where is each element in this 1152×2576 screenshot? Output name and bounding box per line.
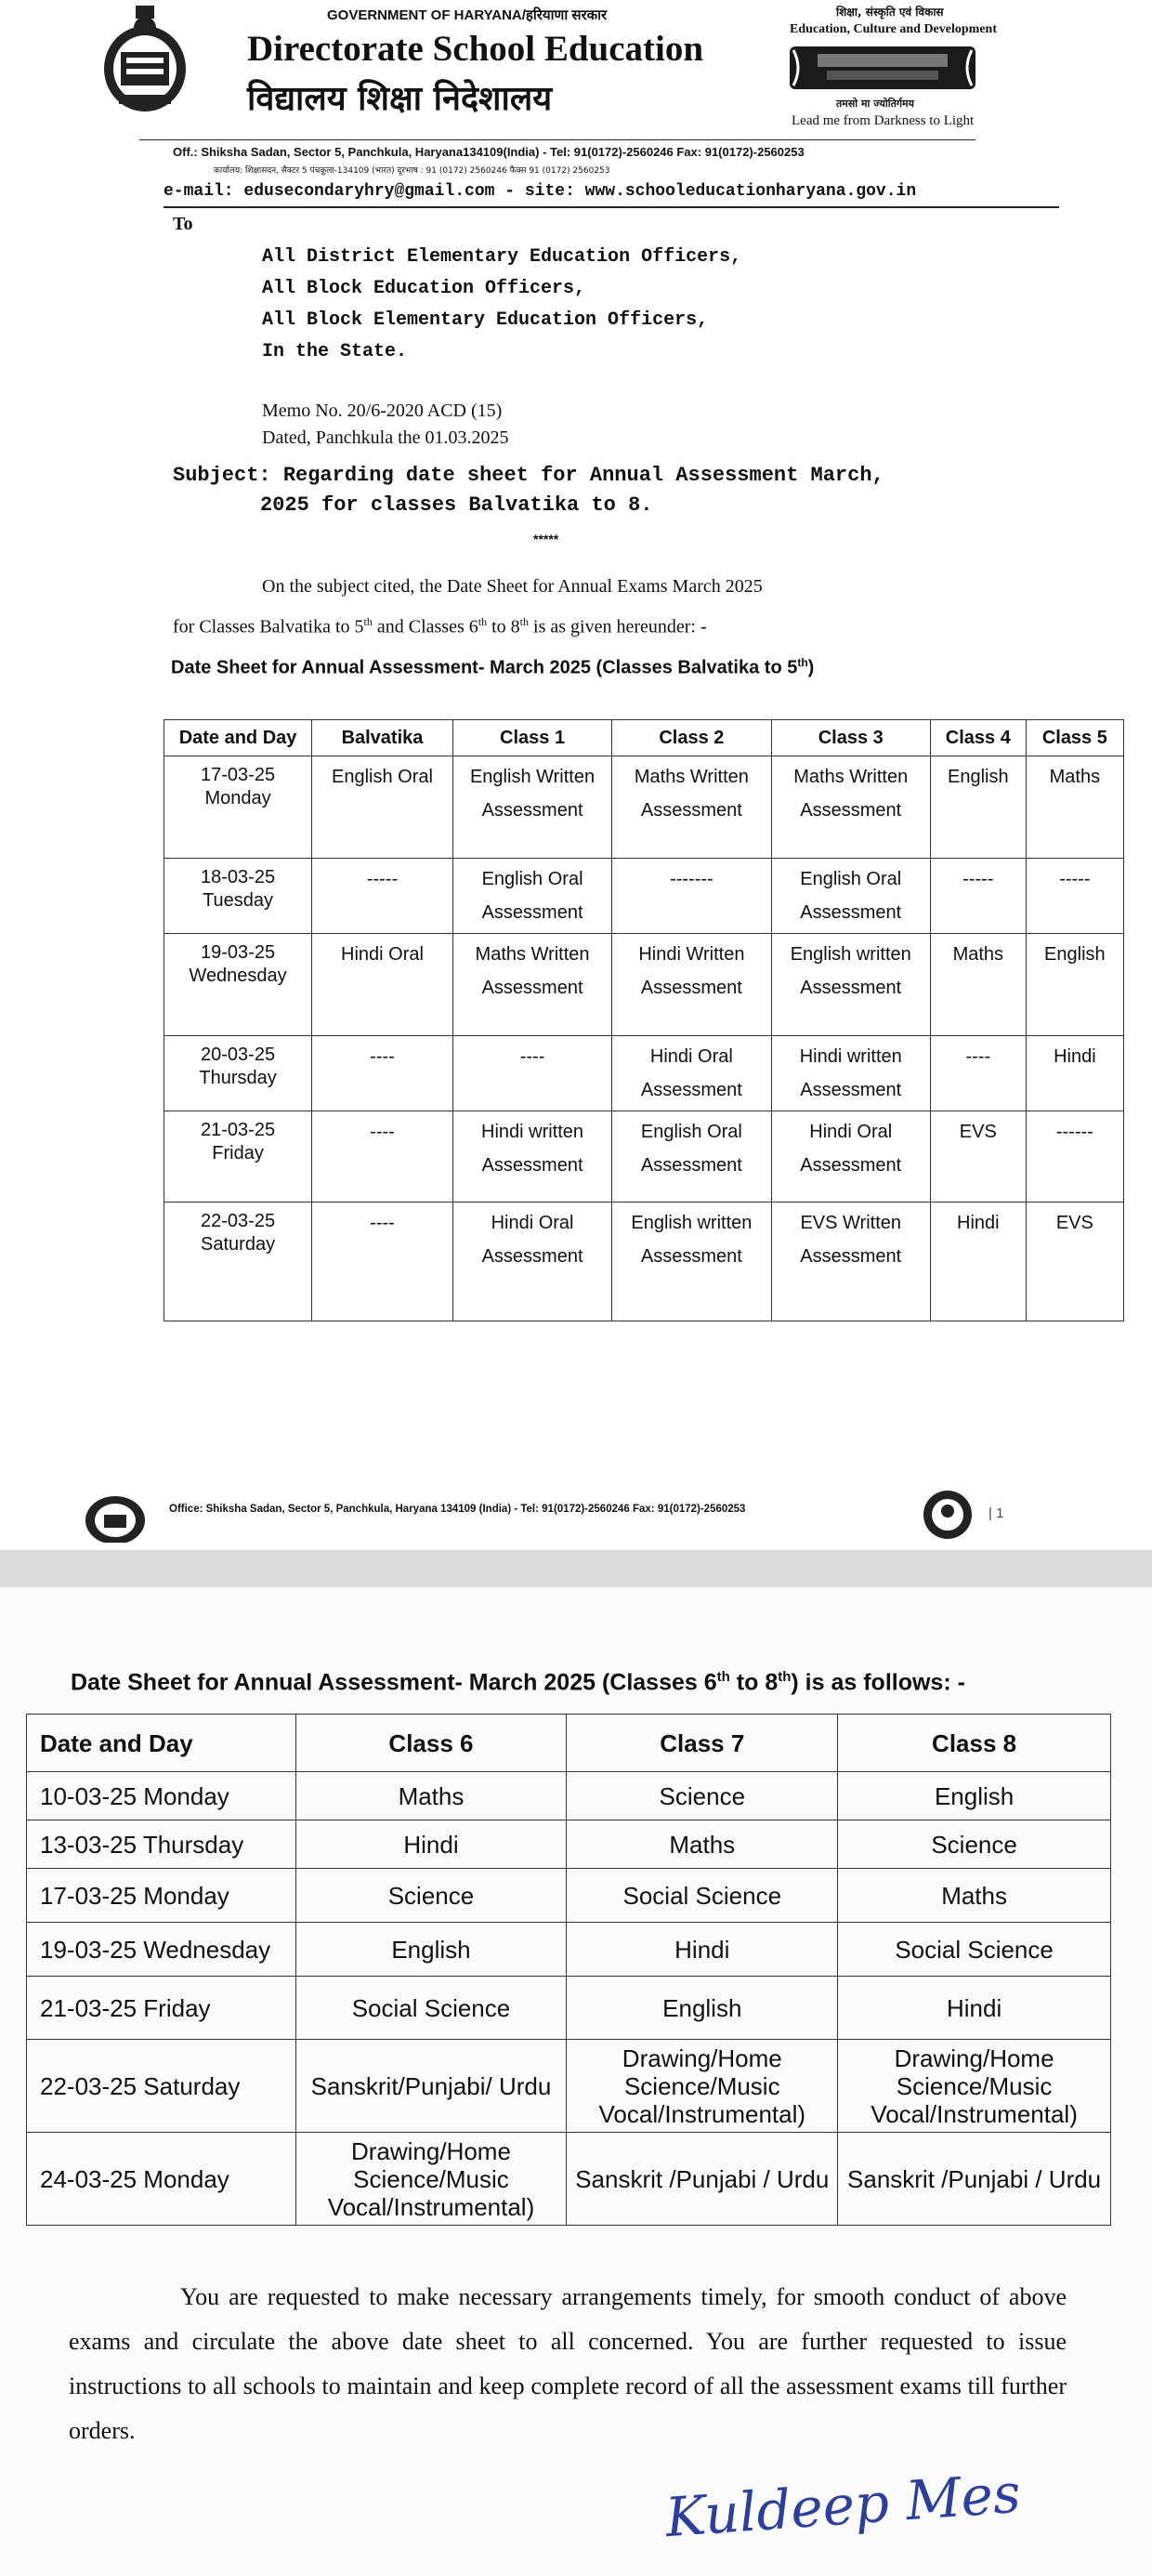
header-cell: Date and Day: [164, 720, 312, 756]
table-cell: English Oral: [312, 756, 453, 859]
memo-date: Dated, Panchkula the 01.03.2025: [262, 427, 509, 448]
header-cell: Class 1: [452, 720, 611, 756]
addressee: All Block Education Officers,: [262, 278, 586, 299]
table-cell: Science: [838, 1820, 1111, 1869]
date-sheet-table-class-6-8: [26, 1714, 1111, 2226]
table-cell: Maths: [930, 934, 1026, 1036]
table-cell: Maths: [295, 1772, 567, 1820]
signature: Kuldeep Mes: [663, 2461, 1023, 2550]
table-cell: English: [1026, 934, 1123, 1036]
table-cell: English Oral Assessment: [452, 859, 611, 934]
table-cell: Hindi Oral Assessment: [612, 1036, 771, 1111]
header-cell: Class 4: [930, 720, 1026, 756]
table-row: [164, 756, 1124, 859]
subject-block: [173, 461, 884, 520]
table-cell: Hindi: [567, 1923, 838, 1977]
table-cell: Hindi Oral Assessment: [771, 1111, 930, 1203]
table-cell: Drawing/Home Science/Music Vocal/Instrumental): [295, 2133, 567, 2226]
table-row: [27, 2133, 1111, 2226]
table-cell: EVS: [930, 1111, 1026, 1203]
table-cell: Social Science: [295, 1977, 567, 2040]
table-cell: English Oral Assessment: [771, 859, 930, 934]
table-cell: English: [930, 756, 1026, 859]
separator-stars: *****: [533, 532, 559, 546]
table-cell: Maths: [1026, 756, 1123, 859]
table-cell: -------: [612, 859, 771, 934]
table-cell: Hindi: [1026, 1036, 1123, 1111]
addressee: In the State.: [262, 341, 408, 362]
table-cell: Drawing/Home Science/Music Vocal/Instrumental): [567, 2040, 838, 2133]
table-cell: ----: [312, 1111, 453, 1203]
page-gap: [0, 1550, 1152, 1587]
table-cell: Hindi Oral: [312, 934, 453, 1036]
header-cell: Class 6: [295, 1715, 567, 1772]
intro-paragraph: [173, 569, 1009, 645]
table-cell: Maths Written Assessment: [612, 756, 771, 859]
subject-text: Regarding date sheet for Annual Assessment March,: [282, 464, 884, 487]
table-row: [27, 1977, 1111, 2040]
table-cell: Social Science: [838, 1923, 1111, 1977]
table-cell: English written Assessment: [612, 1203, 771, 1321]
gov-line: GOVERNMENT OF HARYANA/हरियाणा सरकार: [327, 7, 608, 23]
header-cell: Class 5: [1026, 720, 1123, 756]
date-cell: 22-03-25 Saturday: [164, 1203, 312, 1321]
table-cell: English written Assessment: [771, 934, 930, 1036]
motto: Lead me from Darkness to Light: [792, 113, 975, 128]
email-site-line: e-mail: edusecondaryhry@gmail.com - site: www.schooleducationharyana.gov.in: [164, 182, 917, 201]
table-cell: EVS: [1026, 1203, 1123, 1321]
motto-hindi: तमसो मा ज्योतिर्गमय: [836, 98, 915, 110]
date-cell: 21-03-25 Friday: [164, 1111, 312, 1203]
subject-text-cont: 2025 for classes Balvatika to 8.: [260, 493, 653, 517]
header-cell: Class 3: [771, 720, 930, 756]
subject-label: Subject:: [173, 464, 271, 487]
table-cell: English Written Assessment: [452, 756, 611, 859]
table-cell: Maths: [838, 1869, 1111, 1923]
table-cell: ----: [930, 1036, 1026, 1111]
addressee: All Block Elementary Education Officers,: [262, 309, 709, 331]
table-cell: Hindi Written Assessment: [612, 934, 771, 1036]
table1-caption: Date Sheet for Annual Assessment- March 2025 (Classes Balvatika to 5th): [171, 656, 815, 678]
header-cell: Class 2: [612, 720, 771, 756]
table-cell: Maths: [567, 1820, 838, 1869]
table-row: [27, 1772, 1111, 1820]
date-cell: 21-03-25 Friday: [27, 1977, 296, 2040]
table-cell: ----: [312, 1203, 453, 1321]
date-cell: 13-03-25 Thursday: [27, 1820, 296, 1869]
addressee: All District Elementary Education Officers,: [262, 246, 742, 268]
table-header-row: [164, 720, 1124, 756]
date-sheet-table-balvatika-5: [164, 719, 1124, 1321]
addressee-block: [262, 242, 741, 368]
table-cell: ------: [1026, 1111, 1123, 1203]
page-number: | 1: [988, 1505, 1004, 1521]
address-line: Off.: Shiksha Sadan, Sector 5, Panchkula, Haryana134109(India) - Tel: 91(0172)-2560246 Fax: 91(0172)-2560253: [173, 145, 805, 159]
department-title-hindi: विद्यालय शिक्षा निदेशालय: [247, 80, 553, 118]
table-row: [164, 1111, 1124, 1203]
table-cell: Science: [295, 1869, 567, 1923]
education-logo-icon: [780, 41, 985, 95]
intro-line: On the subject cited, the Date Sheet for Annual Exams March 2025: [262, 576, 763, 597]
table-row: [27, 1869, 1111, 1923]
table-header-row: [27, 1715, 1111, 1772]
footer-office: Office: Shiksha Sadan, Sector 5, Panchkula, Haryana 134109 (India) - Tel: 91(0172)-2560246 Fax: 91(0172)-2560253: [169, 1504, 746, 1515]
header-cell: Date and Day: [27, 1715, 296, 1772]
table-cell: ----: [312, 1036, 453, 1111]
table-cell: Hindi written Assessment: [452, 1111, 611, 1203]
date-cell: 18-03-25 Tuesday: [164, 859, 312, 934]
header-cell: Balvatika: [312, 720, 453, 756]
department-title: Directorate School Education: [247, 29, 704, 69]
table-cell: English: [295, 1923, 567, 1977]
intro-line-2: for Classes Balvatika to 5th and Classes 6th to 8th is as given hereunder: -: [173, 615, 707, 637]
memo-number: Memo No. 20/6-2020 ACD (15): [262, 401, 503, 421]
table-cell: Hindi: [295, 1820, 567, 1869]
closing-paragraph: You are requested to make necessary arrangements timely, for smooth conduct of above exams and circulate the above date sheet to all concerned. You are further requested to issue instructions to all schools to maintain and keep complete record of all the assessment exams till further orders.: [69, 2283, 1067, 2444]
table-row: [27, 1820, 1111, 1869]
table-cell: -----: [1026, 859, 1123, 934]
table-cell: Sanskrit /Punjabi / Urdu: [567, 2133, 838, 2226]
header-cell: Class 7: [567, 1715, 838, 1772]
table-row: [164, 934, 1124, 1036]
right-tagline: Education, Culture and Development: [790, 22, 997, 36]
memo-block: [262, 398, 509, 452]
table-cell: English: [567, 1977, 838, 2040]
table-cell: Science: [567, 1772, 838, 1820]
table-cell: Sanskrit /Punjabi / Urdu: [838, 2133, 1111, 2226]
table-cell: -----: [312, 859, 453, 934]
footer-emblem-icon: [82, 1489, 149, 1543]
date-cell: 20-03-25 Thursday: [164, 1036, 312, 1111]
to-label: To: [173, 214, 193, 234]
date-cell: 10-03-25 Monday: [27, 1772, 296, 1820]
address-line-hindi: कार्यालय: शिक्षासदन, सैक्टर 5 पंचकूला-134109 (भारत) दूरभाष : 91 (0172) 2560246 फैक्स 91 (0172) 2560253: [214, 166, 610, 176]
table-cell: English Oral Assessment: [612, 1111, 771, 1203]
table-row: [164, 1036, 1124, 1111]
footer-logo-icon: [920, 1487, 975, 1541]
table-cell: Sanskrit/Punjabi/ Urdu: [295, 2040, 567, 2133]
header-cell: Class 8: [838, 1715, 1111, 1772]
table-cell: Hindi: [838, 1977, 1111, 2040]
table-cell: Drawing/Home Science/Music Vocal/Instrumental): [838, 2040, 1111, 2133]
table-cell: EVS Written Assessment: [771, 1203, 930, 1321]
table-cell: English: [838, 1772, 1111, 1820]
table-cell: Hindi Oral Assessment: [452, 1203, 611, 1321]
table-cell: Social Science: [567, 1869, 838, 1923]
table2-caption: Date Sheet for Annual Assessment- March 2025 (Classes 6th to 8th) is as follows: -: [71, 1669, 965, 1696]
table-row: [27, 1923, 1111, 1977]
date-cell: 17-03-25 Monday: [27, 1869, 296, 1923]
date-cell: 24-03-25 Monday: [27, 2133, 296, 2226]
table-cell: Maths Written Assessment: [771, 756, 930, 859]
table-row: [164, 859, 1124, 934]
table-row: [27, 2040, 1111, 2133]
date-cell: 19-03-25 Wednesday: [27, 1923, 296, 1977]
date-cell: 22-03-25 Saturday: [27, 2040, 296, 2133]
table-cell: Hindi written Assessment: [771, 1036, 930, 1111]
date-cell: 17-03-25 Monday: [164, 756, 312, 859]
table-row: [164, 1203, 1124, 1321]
date-cell: 19-03-25 Wednesday: [164, 934, 312, 1036]
table-cell: -----: [930, 859, 1026, 934]
table-cell: ----: [452, 1036, 611, 1111]
right-tagline-hindi: शिक्षा, संस्कृति एवं विकास: [836, 6, 944, 19]
haryana-emblem-icon: [100, 4, 190, 115]
table-cell: Hindi: [930, 1203, 1026, 1321]
table-cell: Maths Written Assessment: [452, 934, 611, 1036]
